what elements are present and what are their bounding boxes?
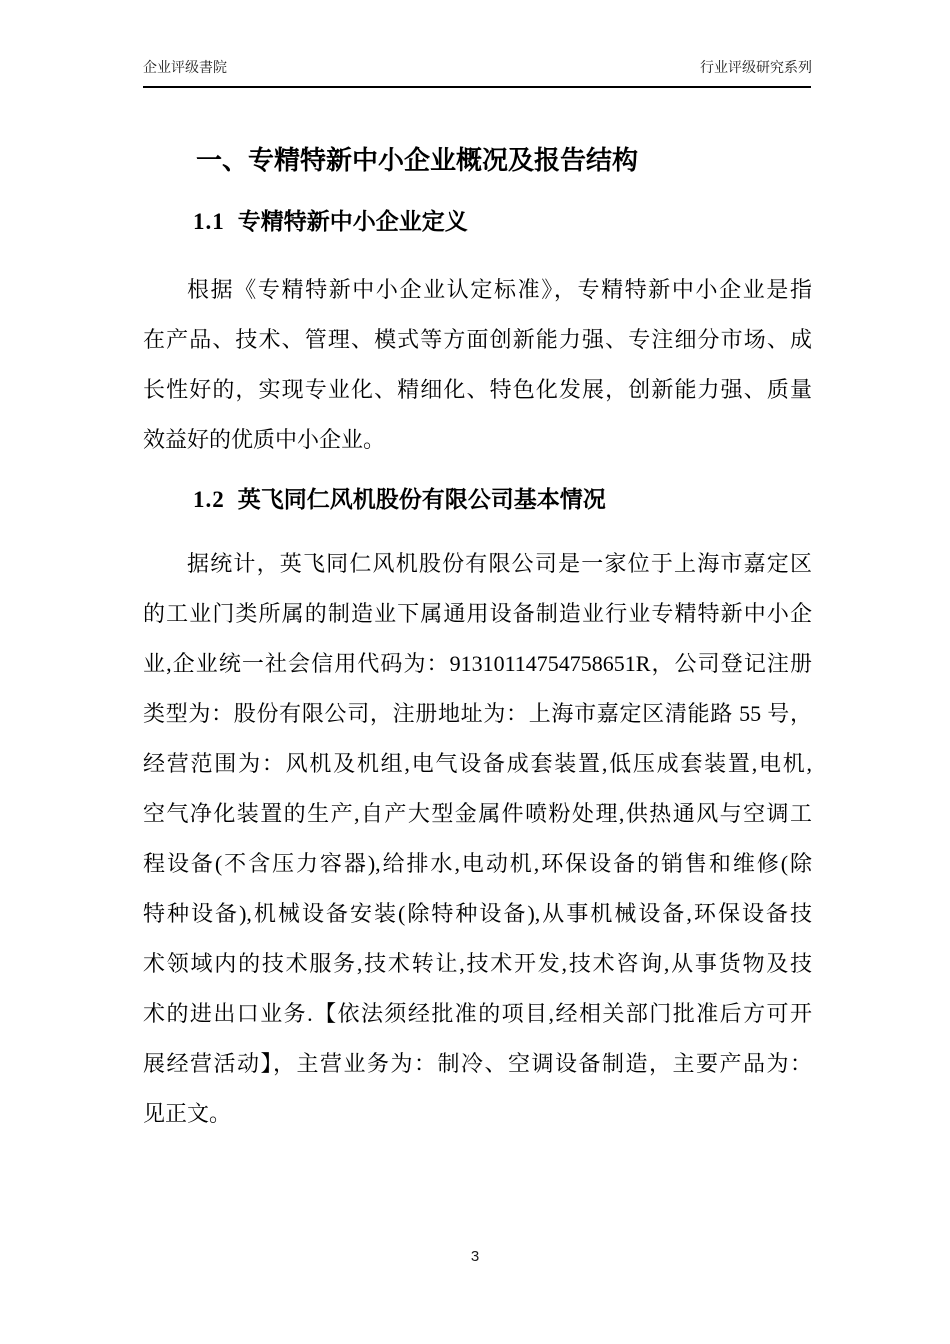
paragraph-definition — [143, 265, 812, 465]
text-line: 特种设备),机械设备安装(除特种设备),从事机械设备,环保设备技 — [143, 901, 812, 926]
text-line: 业,企业统一社会信用代码为：91310114754758651R，公司登记注册 — [143, 651, 812, 676]
subsection-title: 专精特新中小企业定义 — [237, 209, 468, 234]
paragraph-company-profile — [143, 539, 812, 1139]
text-line: 根据《专精特新中小企业认定标准》，专精特新中小企业是指 — [187, 277, 812, 302]
text-line: 长性好的，实现专业化、精细化、特色化发展，创新能力强、质量 — [143, 377, 812, 402]
subsection-title: 英飞同仁风机股份有限公司基本情况 — [237, 487, 606, 512]
subsection-heading-1-2 — [193, 485, 606, 515]
text-line: 术领域内的技术服务,技术转让,技术开发,技术咨询,从事货物及技 — [143, 951, 812, 976]
text-line: 据统计，英飞同仁风机股份有限公司是一家位于上海市嘉定区 — [187, 551, 812, 576]
subsection-number: 1.1 — [193, 209, 225, 234]
page-footer — [0, 1247, 950, 1267]
chapter-heading: 一、专精特新中小企业概况及报告结构 — [196, 146, 639, 175]
text-line: 效益好的优质中小企业。 — [143, 427, 386, 452]
subsection-heading-1-1 — [193, 207, 468, 237]
text-line: 在产品、技术、管理、模式等方面创新能力强、专注细分市场、成 — [143, 327, 812, 352]
text-line: 的工业门类所属的制造业下属通用设备制造业行业专精特新中小企 — [143, 601, 812, 626]
header-right-text: 行业评级研究系列 — [700, 59, 812, 75]
text-line: 程设备(不含压力容器),给排水,电动机,环保设备的销售和维修(除 — [143, 851, 812, 876]
text-line: 见正文。 — [143, 1101, 232, 1126]
header-left-text: 企业评级書院 — [143, 59, 227, 75]
text-line: 空气净化装置的生产,自产大型金属件喷粉处理,供热通风与空调工 — [143, 801, 812, 826]
header-divider — [143, 86, 811, 88]
text-line: 展经营活动】，主营业务为：制冷、空调设备制造，主要产品为： — [143, 1051, 812, 1076]
text-line: 类型为：股份有限公司，注册地址为：上海市嘉定区清能路 55 号， — [143, 701, 812, 726]
subsection-number: 1.2 — [193, 487, 225, 512]
text-line: 术的进出口业务.【依法须经批准的项目,经相关部门批准后方可开 — [143, 1001, 812, 1026]
page-header — [143, 58, 812, 76]
text-line: 经营范围为：风机及机组,电气设备成套装置,低压成套装置,电机, — [143, 751, 812, 776]
page-number: 3 — [470, 1248, 480, 1265]
